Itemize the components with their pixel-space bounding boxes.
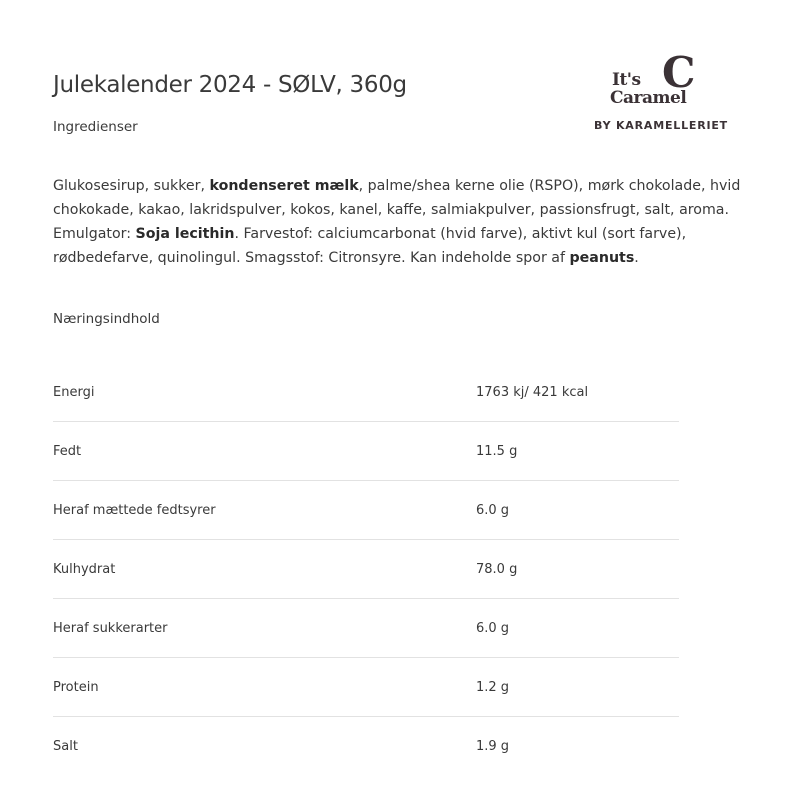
nutrition-heading: Næringsindhold (53, 311, 160, 327)
nutrition-label: Fedt (53, 444, 82, 459)
nutrition-value: 1763 kj/ 421 kcal (476, 385, 589, 400)
nutrition-row-carbohydrate (53, 540, 679, 599)
nutrition-label: Protein (53, 680, 99, 695)
nutrition-value: 1.9 g (476, 739, 510, 754)
ingredients-part: Glukosesirup, sukker, (53, 178, 210, 194)
brand-logo (588, 48, 728, 136)
ingredients-part: . (634, 250, 639, 266)
nutrition-label: Heraf mættede fedtsyrer (53, 503, 216, 518)
nutrition-value: 11.5 g (476, 444, 518, 459)
ingredients-heading: Ingredienser (53, 119, 138, 135)
nutrition-row-salt (53, 717, 679, 775)
nutrition-label: Heraf sukkerarter (53, 621, 168, 636)
nutrition-row-fat (53, 422, 679, 481)
logo-byline: BY KARAMELLERIET (594, 119, 728, 132)
nutrition-row-energy (53, 363, 679, 422)
logo-line1: It's (612, 70, 641, 90)
allergen-peanuts: peanuts (569, 250, 635, 266)
nutrition-label: Kulhydrat (53, 562, 116, 577)
nutrition-value: 1.2 g (476, 680, 510, 695)
allergen-soy: Soja lecithin (135, 226, 235, 242)
ingredients-part: , palme/shea kerne olie (RSPO), mørk chokolade, hvid chokokade, kakao, lakridspulver, kokos, kanel, kaffe, salmiakpulver, passionsfrugt, salt, aroma. Emulgator: (53, 178, 741, 242)
product-title: Julekalender 2024 - SØLV, 360g (53, 72, 407, 98)
logo-line2: Caramel (610, 88, 687, 108)
nutrition-label: Salt (53, 739, 78, 754)
ingredients-part: . Farvestof: calciumcarbonat (hvid farve), aktivt kul (sort farve), rødbedefarve, quinolingul. Smagsstof: Citronsyre. Kan indeholde spor af (53, 226, 687, 266)
nutrition-row-sugars (53, 599, 679, 658)
nutrition-value: 6.0 g (476, 621, 510, 636)
nutrition-row-protein (53, 658, 679, 717)
nutrition-row-saturated-fat (53, 481, 679, 540)
logo-big-letter: C (662, 48, 696, 97)
allergen-milk: kondenseret mælk (209, 178, 359, 194)
nutrition-value: 78.0 g (476, 562, 518, 577)
nutrition-table (53, 363, 679, 775)
ingredients-text (53, 174, 753, 270)
nutrition-value: 6.0 g (476, 503, 510, 518)
nutrition-label: Energi (53, 385, 95, 400)
